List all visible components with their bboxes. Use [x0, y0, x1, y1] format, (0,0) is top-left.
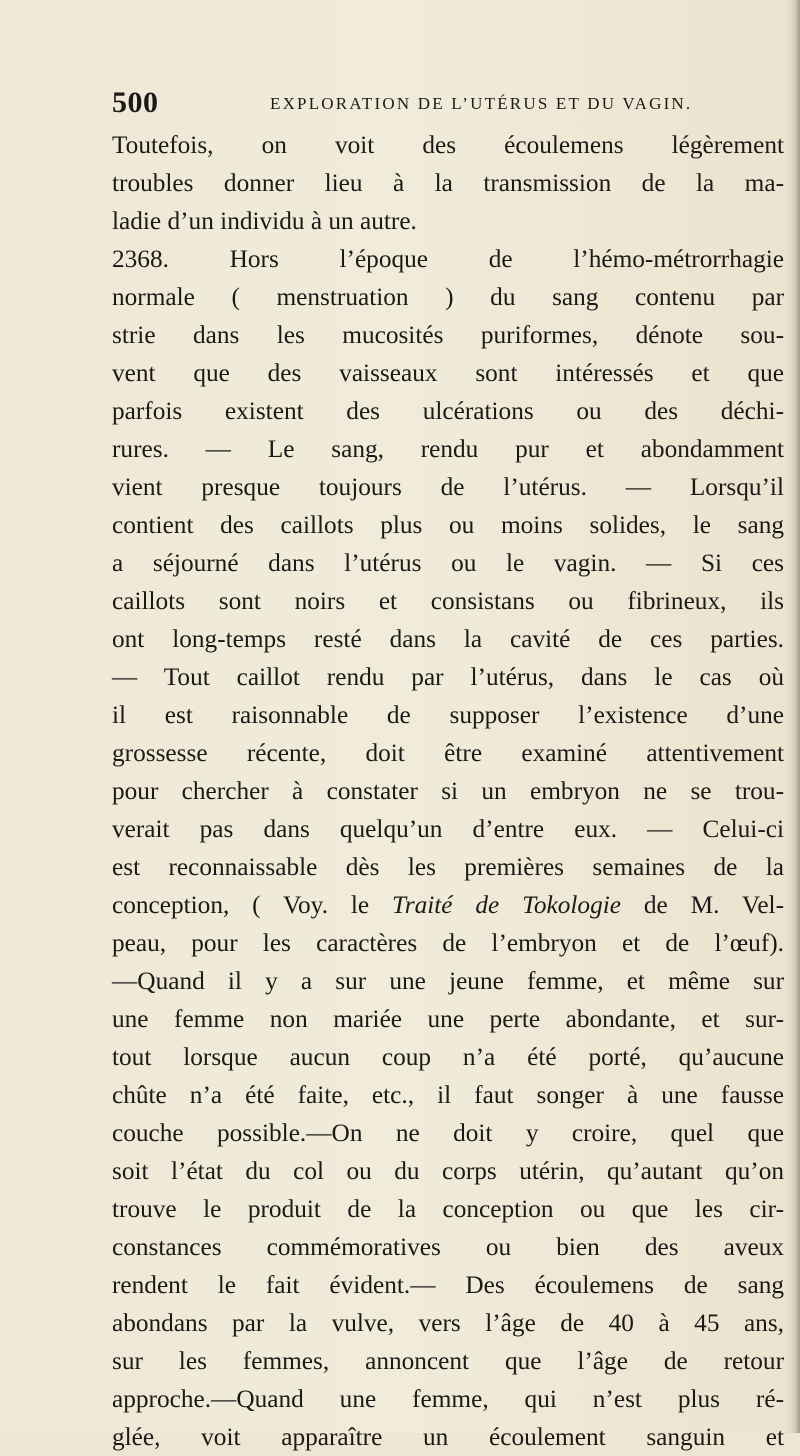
text-line: troubles donner lieu à la transmission de la ma- — [112, 169, 784, 197]
text-line: sur les femmes, annoncent que l’âge de retour — [112, 1347, 784, 1375]
text-line: — Tout caillot rendu par l’utérus, dans le cas où — [112, 663, 784, 691]
text-line: approche.—Quand une femme, qui n’est plus ré- — [112, 1385, 784, 1413]
text-line: contient des caillots plus ou moins solides, le sang — [112, 511, 784, 539]
running-head — [112, 86, 752, 126]
text-line: vient presque toujours de l’utérus. — Lorsqu’il — [112, 473, 784, 501]
text-line: pour chercher à constater si un embryon ne se trou- — [112, 777, 784, 805]
text-line: il est raisonnable de supposer l’existence d’une — [112, 701, 784, 729]
text-line: normale ( menstruation ) du sang contenu par — [112, 283, 784, 311]
running-head-title: EXPLORATION DE L’UTÉRUS ET DU VAGIN. — [270, 94, 693, 113]
text-line: constances commémoratives ou bien des aveux — [112, 1233, 784, 1261]
text-line: vent que des vaisseaux sont intéressés et que — [112, 359, 784, 387]
text-line: soit l’état du col ou du corps utérin, qu’autant qu’on — [112, 1157, 784, 1185]
text-line: verait pas dans quelqu’un d’entre eux. — Celui-ci — [112, 815, 784, 843]
citation-title: Traité de Tokologie — [392, 891, 621, 919]
text-line: strie dans les mucosités puriformes, dénote sou- — [112, 321, 784, 349]
text-line: est reconnaissable dès les premières semaines de la — [112, 853, 784, 881]
text-line: caillots sont noirs et consistans ou fibrineux, ils — [112, 587, 784, 615]
text-line: glée, voit apparaître un écoulement sanguin et — [112, 1423, 784, 1451]
citation-tail: de M. Vel- — [643, 891, 785, 919]
text-line-with-citation — [112, 886, 784, 924]
text-line: Toutefois, on voit des écoulemens légèrement — [112, 131, 784, 159]
text-line: peau, pour les caractères de l’embryon et de l’œuf). — [112, 929, 784, 957]
text-line: tout lorsque aucun coup n’a été porté, qu’aucune — [112, 1043, 784, 1071]
text-line: parfois existent des ulcérations ou des déchi- — [112, 397, 784, 425]
text-line: une femme non mariée une perte abondante, et sur- — [112, 1005, 784, 1033]
text-line: rendent le fait évident.— Des écoulemens de sang — [112, 1271, 784, 1299]
text-line: couche possible.—On ne doit y croire, quel que — [112, 1119, 784, 1147]
text-line: grossesse récente, doit être examiné attentivement — [112, 739, 784, 767]
text-line: ladie d’un individu à un autre. — [112, 207, 417, 235]
text-line: abondans par la vulve, vers l’âge de 40 à 45 ans, — [112, 1309, 784, 1337]
citation-lead: conception, ( Voy. le — [112, 891, 370, 919]
text-line: trouve le produit de la conception ou que les cir- — [112, 1195, 784, 1223]
text-line: ont long-temps resté dans la cavité de ces parties. — [112, 625, 784, 653]
text-line: —Quand il y a sur une jeune femme, et même sur — [112, 967, 784, 995]
text-line: 2368. Hors l’époque de l’hémo-métrorrhagie — [112, 245, 784, 273]
page-number: 500 — [112, 86, 159, 119]
text-line: rures. — Le sang, rendu pur et abondamment — [112, 435, 784, 463]
text-line: a séjourné dans l’utérus ou le vagin. — Si ces — [112, 549, 784, 577]
text-line: chûte n’a été faite, etc., il faut songer à une fausse — [112, 1081, 784, 1109]
page-edge-shadow — [786, 0, 800, 1433]
body-text — [112, 126, 784, 1456]
